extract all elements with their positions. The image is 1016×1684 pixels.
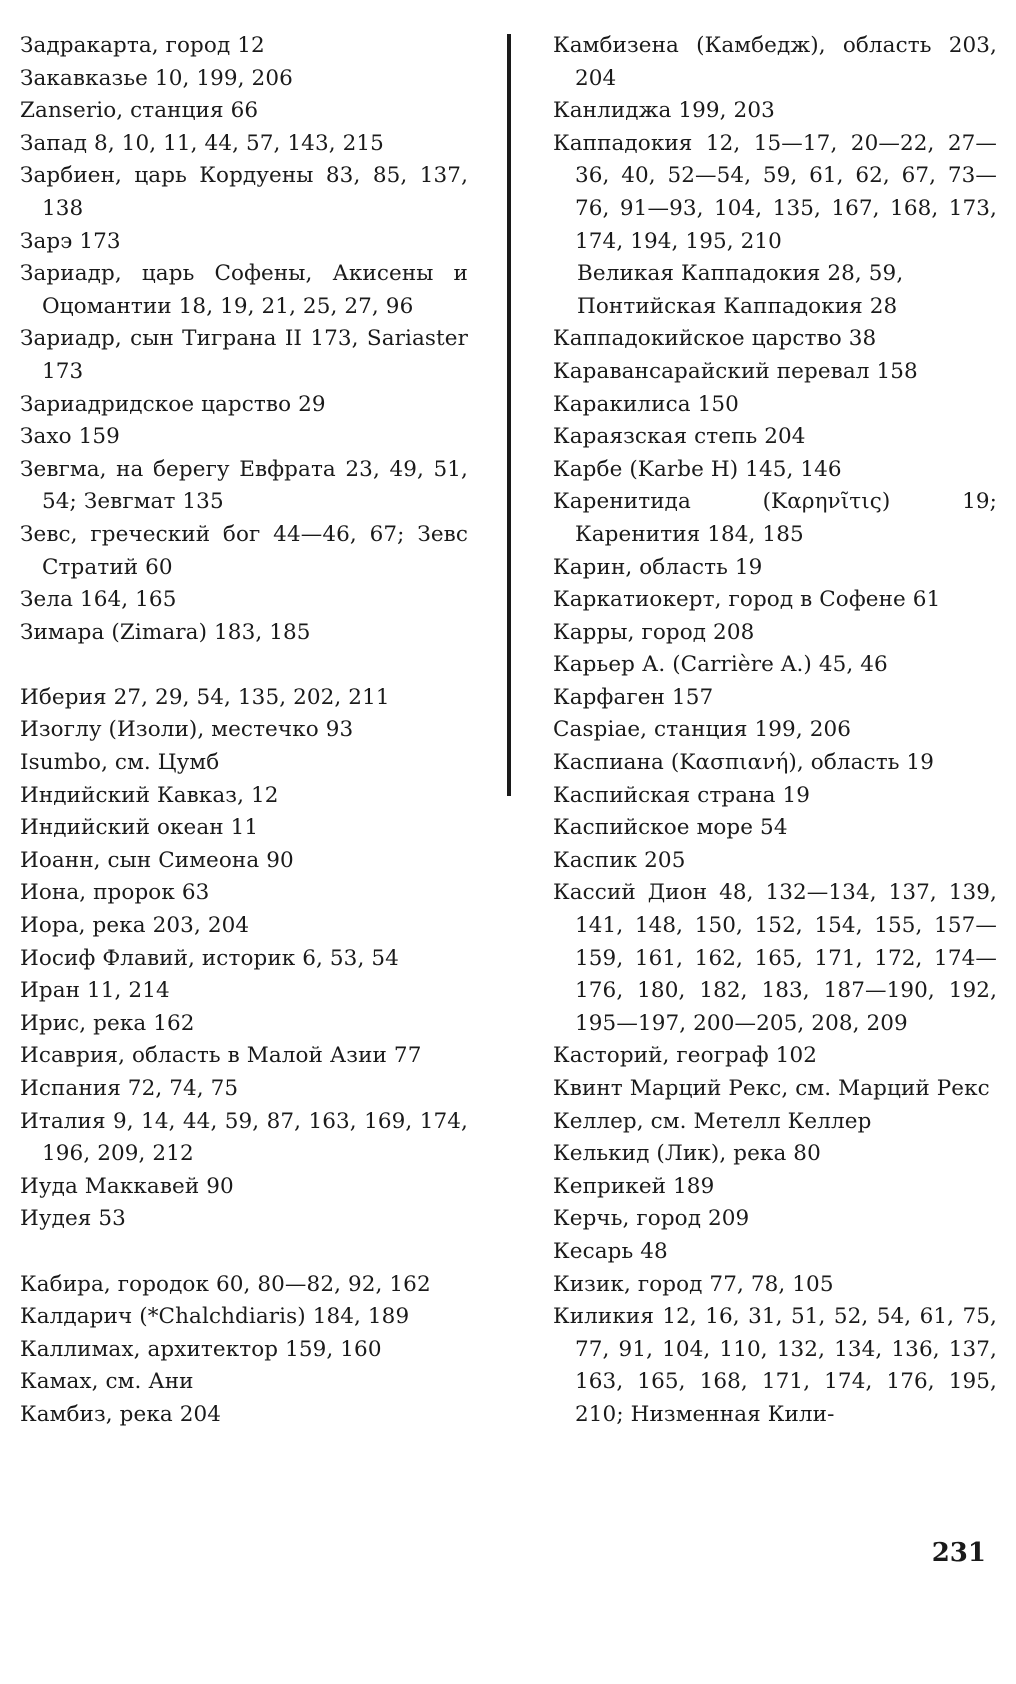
index-column-left [20,30,468,1432]
index-entry: Кизик, город 77, 78, 105 [553,1271,834,1297]
index-entry: Каппадокия 12, 15—17, 20—22, 27—36, 40, 52—54, 59, 61, 62, 67, 73—76, 91—93, 104, 135, 167, 168, 173, 174, 194, 195, 210 [553,130,997,254]
index-entry: Каренитида (Καρηνῖτις) 19; Каренития 184, 185 [553,489,997,547]
index-entry: Испания 72, 74, 75 [20,1076,239,1101]
index-entry: Карин, область 19 [553,554,763,580]
index-entry: Кесарь 48 [553,1238,668,1264]
index-entry: Каспийская страна 19 [553,782,811,808]
index-entry: Закавказье 10, 199, 206 [20,65,293,91]
index-entry: Зариадридское царство 29 [20,391,326,417]
index-entry: Каспийское море 54 [553,815,788,841]
index-column-right [553,30,997,1432]
index-entry: Caspiae, станция 199, 206 [553,717,852,743]
index-entry: Каракилиса 150 [553,391,739,417]
index-entry: Zanserio, станция 66 [20,98,259,124]
index-entry: Квинт Марций Рекс, см. Марций Рекс [553,1076,990,1101]
section-gap [20,649,468,682]
index-entry: Карьер А. (Carrière A.) 45, 46 [553,652,888,678]
index-entry: Захо 159 [20,424,120,450]
section-gap [20,1236,468,1269]
index-entry: Карры, город 208 [553,619,755,645]
index-entry: Иора, река 203, 204 [20,913,250,939]
index-entry: Зариадр, царь Софены, Акисены и Оцомантии 18, 19, 21, 25, 27, 96 [20,261,468,319]
index-entry: Караязская степь 204 [553,424,806,450]
index-entry: Isumbo, см. Цумб [20,750,220,776]
index-entry: Индийский океан 11 [20,815,259,841]
index-entry: Келлер, см. Метелл Келлер [553,1108,872,1134]
index-entry: Запад 8, 10, 11, 44, 57, 143, 215 [20,130,384,156]
index-entry: Келькид (Лик), река 80 [553,1141,821,1167]
index-entry: Карбе (Karbe H) 145, 146 [553,456,842,482]
index-entry: Каппадокийское царство 38 [553,326,877,352]
index-entry: Каспиана (Κασπιανή), область 19 [553,750,934,776]
index-entry: Зарэ 173 [20,228,121,254]
index-entry: Иберия 27, 29, 54, 135, 202, 211 [20,684,390,710]
index-entry: Керчь, город 209 [553,1206,750,1232]
index-entry: Иудея 53 [20,1206,126,1232]
index-entry: Иоанн, сын Симеона 90 [20,847,294,873]
index-entry: Каспик 205 [553,847,686,873]
index-entry: Камах, см. Ани [20,1369,194,1395]
index-entry: Ирис, река 162 [20,1010,195,1036]
index-entry: Камбиз, река 204 [20,1401,222,1427]
index-entry: Индийский Кавказ, 12 [20,782,279,808]
index-entry: Канлиджа 199, 203 [553,98,775,124]
index-entry: Каркатиокерт, город в Софене 61 [553,587,941,613]
index-entry: Касторий, географ 102 [553,1043,818,1069]
index-entry: Каравансарайский перевал 158 [553,358,918,384]
index-entry: Кеприкей 189 [553,1173,715,1199]
page-number: 231 [931,1538,986,1568]
index-entry: Иран 11, 214 [20,978,170,1004]
index-entry: Иосиф Флавий, историк 6, 53, 54 [20,945,399,971]
index-entry: Италия 9, 14, 44, 59, 87, 163, 169, 174, 196, 209, 212 [20,1108,468,1167]
index-subentry: Великая Каппадокия 28, 59, [577,261,904,287]
index-entry: Кабира, городок 60, 80—82, 92, 162 [20,1271,431,1297]
index-entry: Каллимах, архитектор 159, 160 [20,1336,382,1362]
index-entry: Иона, пророк 63 [20,880,210,906]
index-entry: Исаврия, область в Малой Азии 77 [20,1043,422,1069]
index-entry: Калдарич (*Chalchdiaris) 184, 189 [20,1304,410,1330]
index-entry: Задракарта, город 12 [20,33,265,58]
index-entry: Кассий Дион 48, 132—134, 137, 139, 141, 148, 150, 152, 154, 155, 157—159, 161, 162, 165, 171, 172, 174—176, 180, 182, 183, 187—190, 192, 195—197, 200—205, 208, 209 [553,880,997,1036]
index-entry: Киликия 12, 16, 31, 51, 52, 54, 61, 75, 77, 91, 104, 110, 132, 134, 136, 137, 163, 165, 168, 171, 174, 176, 195, 210; Низменная Кили- [553,1304,997,1427]
index-subentry: Понтийская Каппадокия 28 [577,293,898,319]
index-entry: Иуда Маккавей 90 [20,1173,234,1199]
index-entry: Изоглу (Изоли), местечко 93 [20,717,354,743]
index-entry: Зела 164, 165 [20,587,177,613]
column-divider [507,34,511,796]
index-entry: Зариадр, сын Тиграна II 173, Sariaster 173 [20,326,468,384]
index-entry: Карфаген 157 [553,684,714,710]
index-entry: Камбизена (Камбедж), область 203, 204 [553,33,997,91]
index-entry: Зевс, греческий бог 44—46, 67; Зевс Стратий 60 [20,521,468,580]
index-entry: Зевгма, на берегу Евфрата 23, 49, 51, 54; Зевгмат 135 [20,456,468,515]
index-entry: Зимара (Zimara) 183, 185 [20,619,311,645]
index-entry: Зарбиен, царь Кордуены 83, 85, 137, 138 [20,163,468,221]
